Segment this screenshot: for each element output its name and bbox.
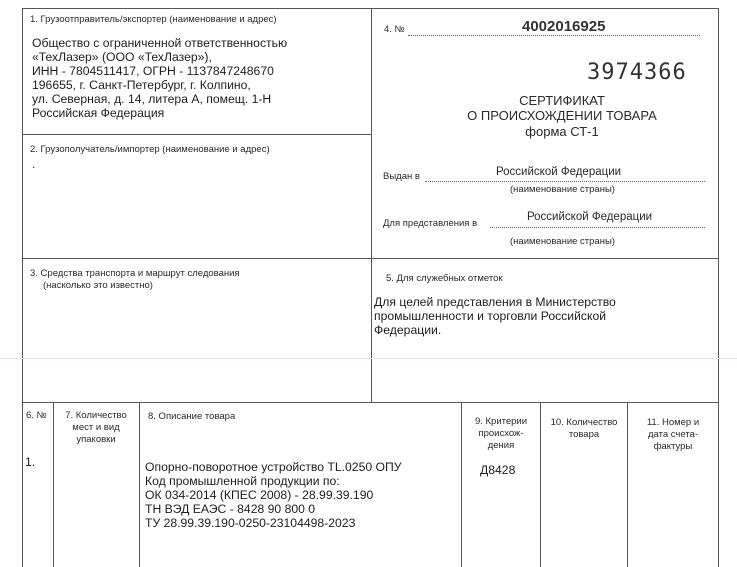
col7-header-line-2: мест и вид	[72, 422, 120, 433]
certificate-number: 4002016925	[522, 18, 606, 35]
col11-header-line-2: дата счета-	[647, 429, 699, 440]
goods-description-line-5: ТУ 28.99.39.190-0250-23104498-2023	[145, 516, 356, 530]
right-border	[718, 8, 719, 567]
number-label: 4. №	[384, 24, 405, 35]
certificate-title-line-2: О ПРОИСХОЖДЕНИИ ТОВАРА	[467, 108, 657, 123]
center-divider-top	[371, 8, 372, 402]
official-note-line-1: Для целей представления в Министерство	[374, 295, 616, 309]
official-note-line-3: Федерации.	[374, 323, 442, 337]
issued-country: Российской Федерации	[496, 166, 622, 178]
box2-label: 2. Грузополучатель/импортер (наименование и адрес)	[30, 144, 270, 155]
col-divider-7-8	[139, 402, 140, 567]
box5-label: 5. Для служебных отметок	[386, 273, 503, 284]
col6-header: 6. №	[26, 410, 47, 421]
shipper-line-5: ул. Северная, д. 14, литера А, помещ. 1-Н	[32, 92, 272, 106]
shipper-line-1: Общество с ограниченной ответственностью	[32, 36, 288, 50]
paper-fold	[0, 358, 737, 359]
shipper-line-6: Российская Федерация	[32, 106, 165, 120]
left-border	[22, 8, 23, 567]
certificate-title-line-1: СЕРТИФИКАТ	[519, 93, 605, 108]
presented-label: Для представления в	[383, 218, 478, 229]
col-divider-9-10	[540, 402, 541, 567]
presented-note: (наименование страны)	[510, 236, 615, 247]
serial-number: 3974366	[587, 60, 687, 85]
consignee-mark: .	[32, 157, 36, 171]
origin-criterion: Д8428	[480, 463, 516, 477]
shipper-line-3: ИНН - 7804511417, ОГРН - 1137847248670	[32, 64, 274, 78]
col-divider-6-7	[53, 402, 54, 567]
col9-header-line-1: 9. Критерии	[474, 416, 528, 427]
issued-label: Выдан в	[383, 171, 420, 182]
box2-bottom-line	[22, 258, 718, 259]
issued-note: (наименование страны)	[510, 184, 615, 195]
box3-label: 3. Средства транспорта и маршрут следования	[30, 268, 240, 279]
certificate-title-line-3: форма СТ-1	[525, 124, 599, 139]
goods-description-line-1: Опорно-поворотное устройство TL.0250 ОПУ	[145, 460, 402, 474]
col7-header-line-3: упаковки	[76, 434, 116, 445]
box3-label-note: (насколько это известно)	[43, 280, 153, 291]
row-number: 1.	[25, 455, 36, 469]
box1-label: 1. Грузоотправитель/экспортер (наименование и адрес)	[30, 14, 277, 25]
col8-header: 8. Описание товара	[148, 411, 236, 422]
official-note-line-2: промышленности и торговли Российской	[374, 309, 607, 323]
col11-header-line-3: фактуры	[653, 441, 693, 452]
number-dotted-line	[408, 35, 700, 36]
table-top-line	[22, 402, 718, 403]
box1-bottom-line	[22, 134, 371, 135]
presented-country: Российской Федерации	[527, 211, 653, 223]
col9-header-line-3: дения	[487, 440, 515, 451]
shipper-line-4: 196655, г. Санкт-Петербург, г. Колпино,	[32, 78, 251, 92]
col10-header-line-2: товара	[568, 429, 600, 440]
shipper-line-2: «ТехЛазер» (ООО «ТехЛазер»),	[32, 50, 212, 64]
col9-header-line-2: происхож-	[478, 428, 524, 439]
col10-header-line-1: 10. Количество	[550, 417, 618, 428]
col11-header-line-1: 11. Номер и	[646, 417, 700, 428]
goods-description-line-2: Код промышленной продукции по:	[145, 474, 340, 488]
col7-header-line-1: 7. Количество	[65, 410, 127, 421]
goods-description-line-3: ОК 034-2014 (КПЕС 2008) - 28.99.39.190	[145, 488, 374, 502]
col-divider-10-11	[627, 402, 628, 567]
col-divider-8-9	[461, 402, 462, 567]
goods-description-line-4: ТН ВЭД ЕАЭС - 8428 90 800 0	[145, 502, 316, 516]
issued-dotted-line	[425, 181, 705, 182]
presented-dotted-line	[490, 227, 705, 228]
